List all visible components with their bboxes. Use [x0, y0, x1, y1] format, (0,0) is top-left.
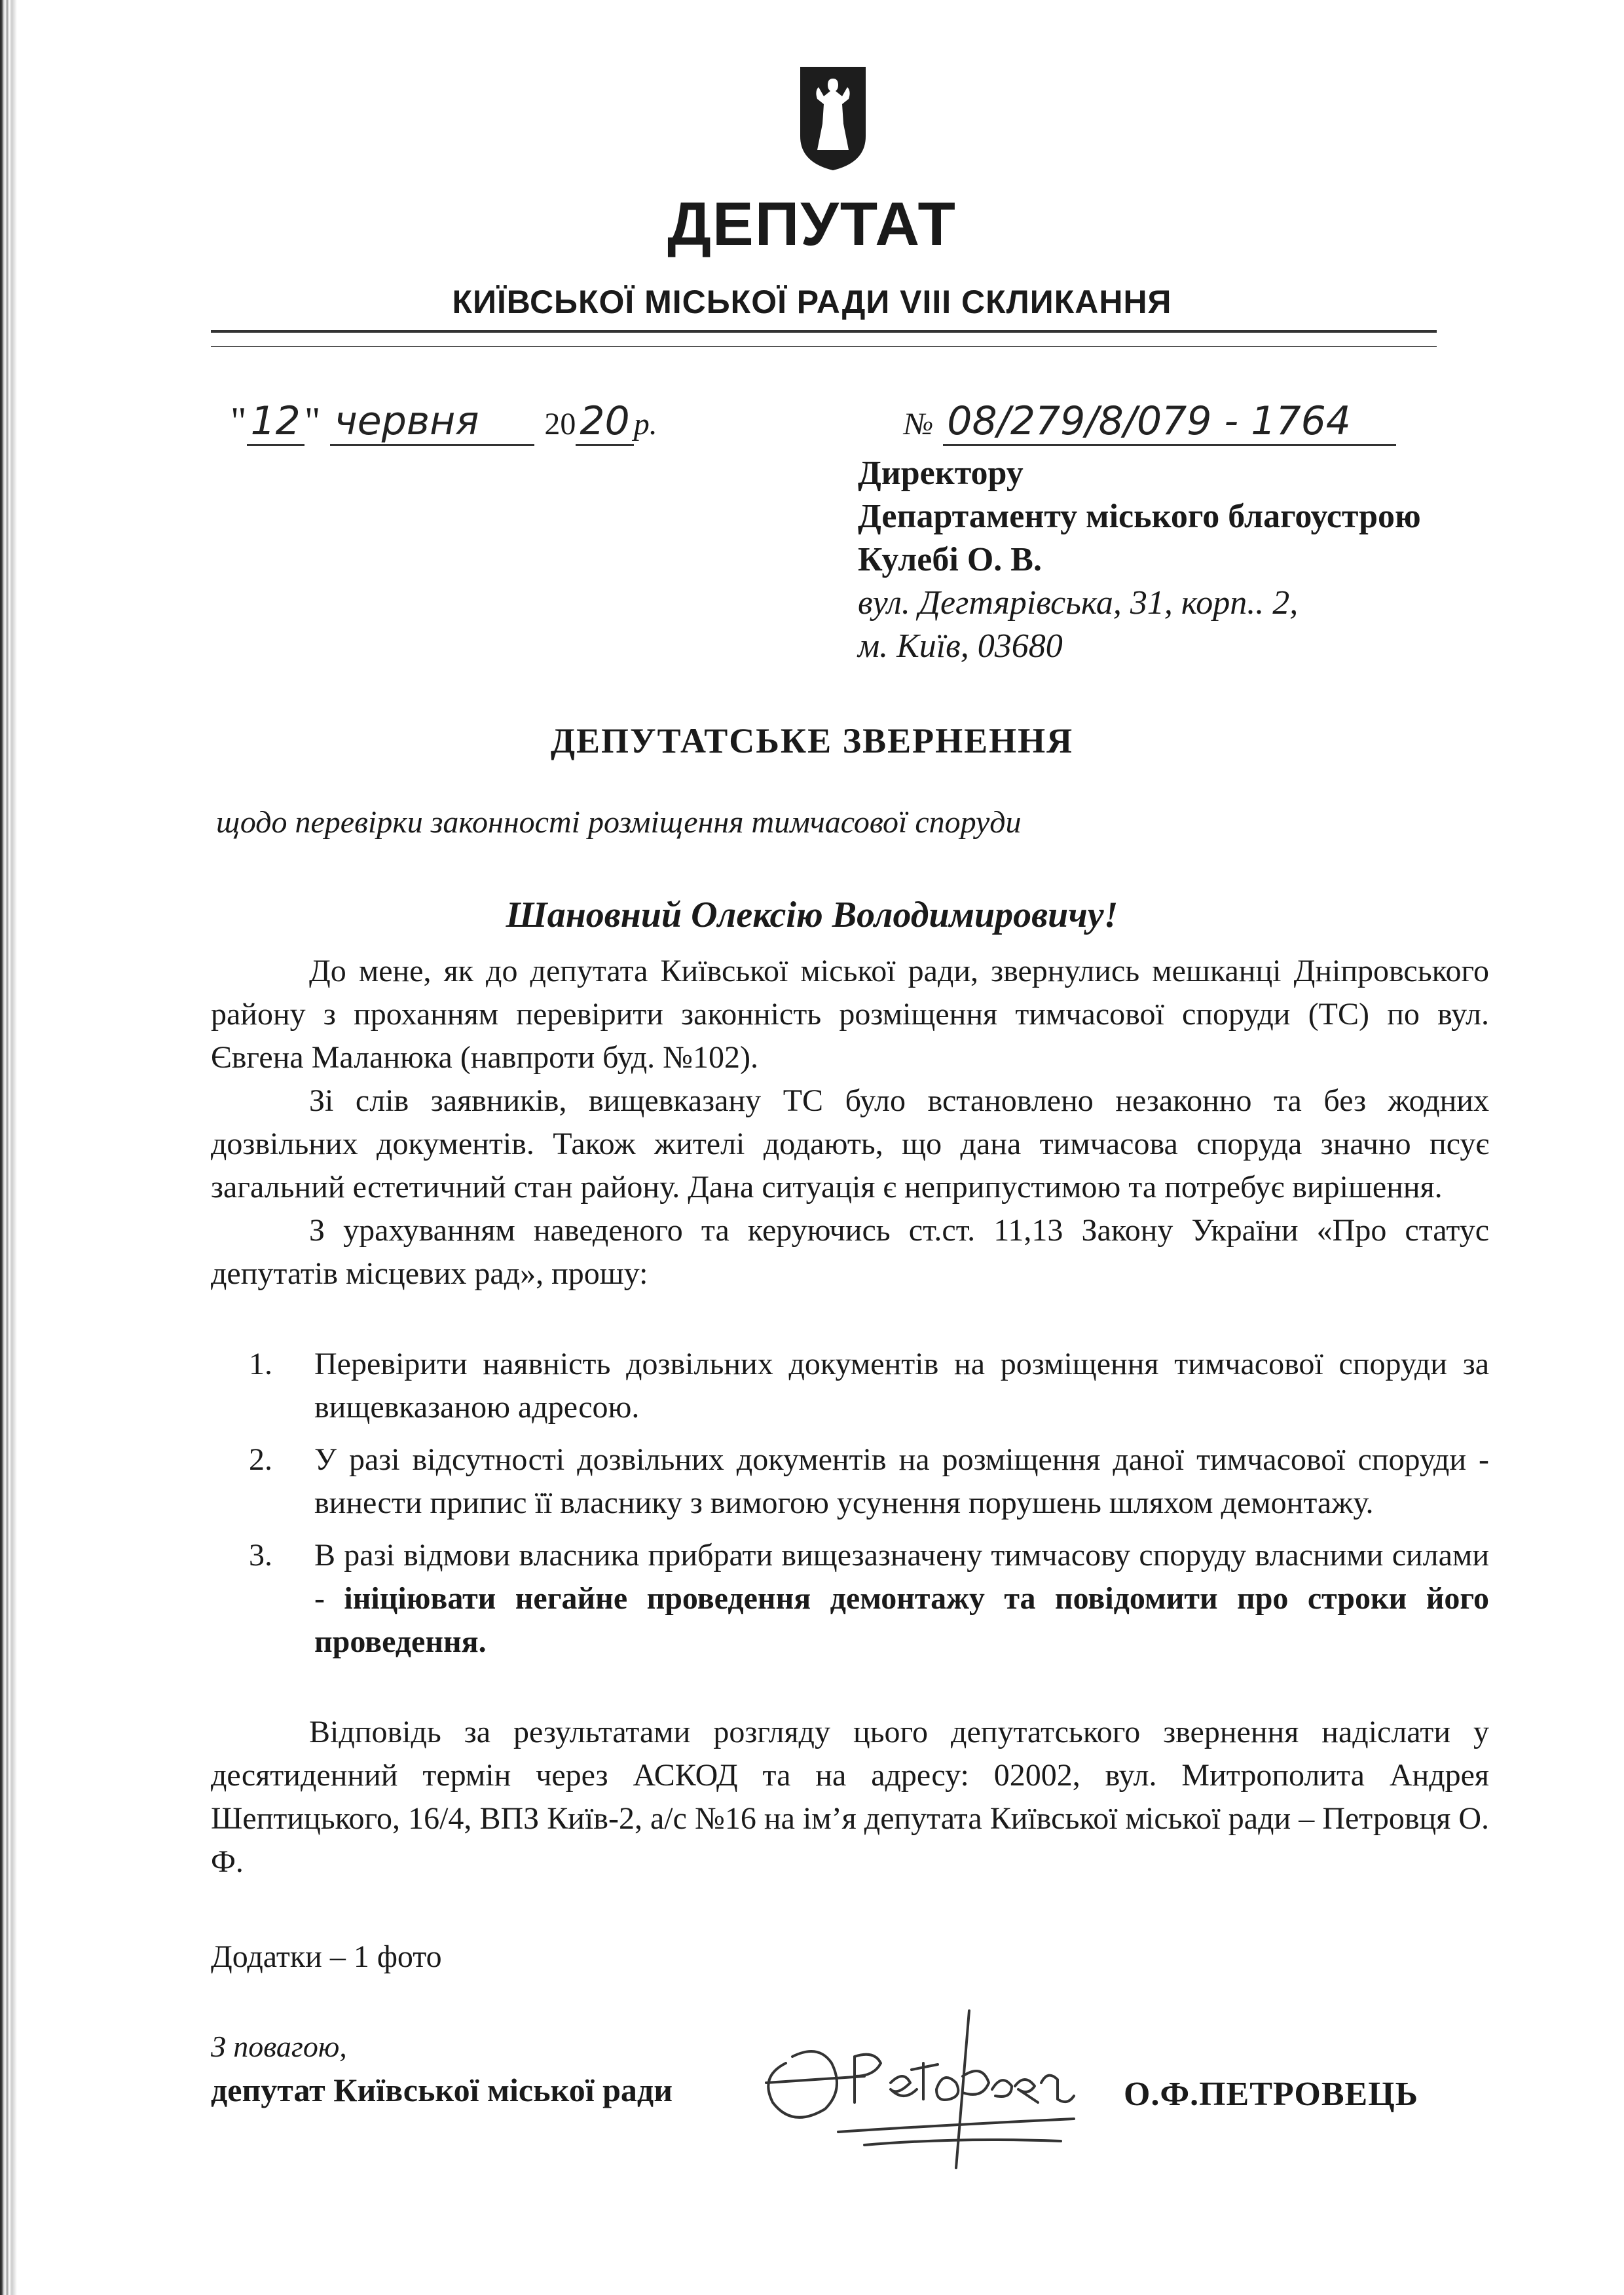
- date-month: червня: [330, 398, 534, 446]
- body-text: [211, 950, 1489, 1296]
- outgoing-number-line: [904, 398, 1396, 446]
- annex-note: Додатки – 1 фото: [211, 1939, 442, 1974]
- letterhead-title: ДЕПУТАТ: [667, 189, 957, 258]
- reply-paragraph: Відповідь за результатами розгляду цього депутатського звернення надіслати у десятиденний термін через АСКОД та на адресу: 02002, вул. Митрополита Андрея Шептицького, 16/4, ВПЗ Київ-2, а/с №16 на ім’я депутата Київської міської ради – Петровця О. Ф.: [211, 1715, 1489, 1879]
- date-line: [231, 398, 657, 446]
- addressee-city: м. Київ, 03680: [858, 627, 1063, 665]
- document-subject: щодо перевірки законності розміщення тимчасової споруди: [216, 805, 1022, 840]
- outgoing-number: 08/279/8/079 - 1764: [943, 398, 1396, 446]
- letterhead-subtitle: КИЇВСЬКОЇ МІСЬКОЇ РАДИ VIII СКЛИКАННЯ: [452, 284, 1172, 320]
- date-open-quote: ": [231, 400, 247, 443]
- body-paragraph: До мене, як до депутата Київської міської ради, звернулись мешканці Дніпровського району з проханням перевірити законність розміщення тимчасової споруди (ТС) по вул. Євгена Маланюка (навпроти буд. №102).: [211, 954, 1489, 1075]
- request-text-bold: ініціювати негайне проведення демонтажу та повідомити про строки його проведення.: [314, 1581, 1489, 1659]
- request-item: [249, 1534, 1489, 1664]
- request-text: У разі відсутності дозвільних документів на розміщення даної тимчасової споруди - винести припис її власнику з вимогою усунення порушень шляхом демонтажу.: [314, 1442, 1489, 1520]
- body-paragraph: З урахуванням наведеного та керуючись ст.ст. 11,13 Закону України «Про статус депутатів місцевих рад», прошу:: [211, 1213, 1489, 1291]
- request-list: [249, 1343, 1489, 1673]
- reply-instructions: [211, 1711, 1489, 1884]
- date-year-suffix: 20: [576, 398, 633, 446]
- request-number: 1.: [249, 1347, 272, 1381]
- date-year-prefix: 20: [544, 407, 576, 441]
- header-rule-thick: [211, 330, 1437, 333]
- request-number: 2.: [249, 1442, 272, 1477]
- addressee-position: Директору: [858, 455, 1024, 492]
- request-text: Перевірити наявність дозвільних документів на розміщення тимчасової споруди за вищевказаною адресою.: [314, 1347, 1489, 1425]
- request-item: [249, 1343, 1489, 1429]
- date-close-quote: ": [304, 400, 321, 443]
- addressee-street: вул. Дегтярівська, 31, корп.. 2,: [858, 584, 1299, 622]
- addressee-department: Департаменту міського благоустрою: [858, 498, 1421, 535]
- addressee-name: Кулебі О. В.: [858, 541, 1042, 578]
- signer-title: депутат Київської міської ради: [211, 2072, 673, 2108]
- date-day: 12: [247, 398, 304, 446]
- document-type: ДЕПУТАТСЬКЕ ЗВЕРНЕННЯ: [550, 721, 1074, 760]
- kyiv-coat-of-arms-icon: [798, 64, 868, 173]
- salutation: Шановний Олексію Володимировичу!: [506, 895, 1118, 935]
- signer-name: О.Ф.ПЕТРОВЕЦЬ: [1124, 2076, 1419, 2113]
- addressee-block: [858, 452, 1421, 668]
- date-year-letter: р.: [633, 407, 657, 441]
- scan-edge: [0, 0, 17, 2295]
- request-text: В разі відмови власника прибрати вищезазначену тимчасову споруду власними силами -: [314, 1538, 1489, 1616]
- request-item: [249, 1438, 1489, 1525]
- header-rule-thin: [211, 346, 1437, 347]
- body-paragraph: Зі слів заявників, вищевказану ТС було встановлено незаконно та без жодних дозвільних документів. Також жителі додають, що дана тимчасова споруда значно псує загальний естетичний стан району. Дана ситуація є неприпустимою та потребує вирішення.: [211, 1083, 1489, 1204]
- handwritten-signature: [740, 1985, 1107, 2194]
- request-number: 3.: [249, 1538, 272, 1573]
- number-prefix: №: [904, 407, 934, 441]
- closing-regards: З повагою,: [211, 2030, 347, 2063]
